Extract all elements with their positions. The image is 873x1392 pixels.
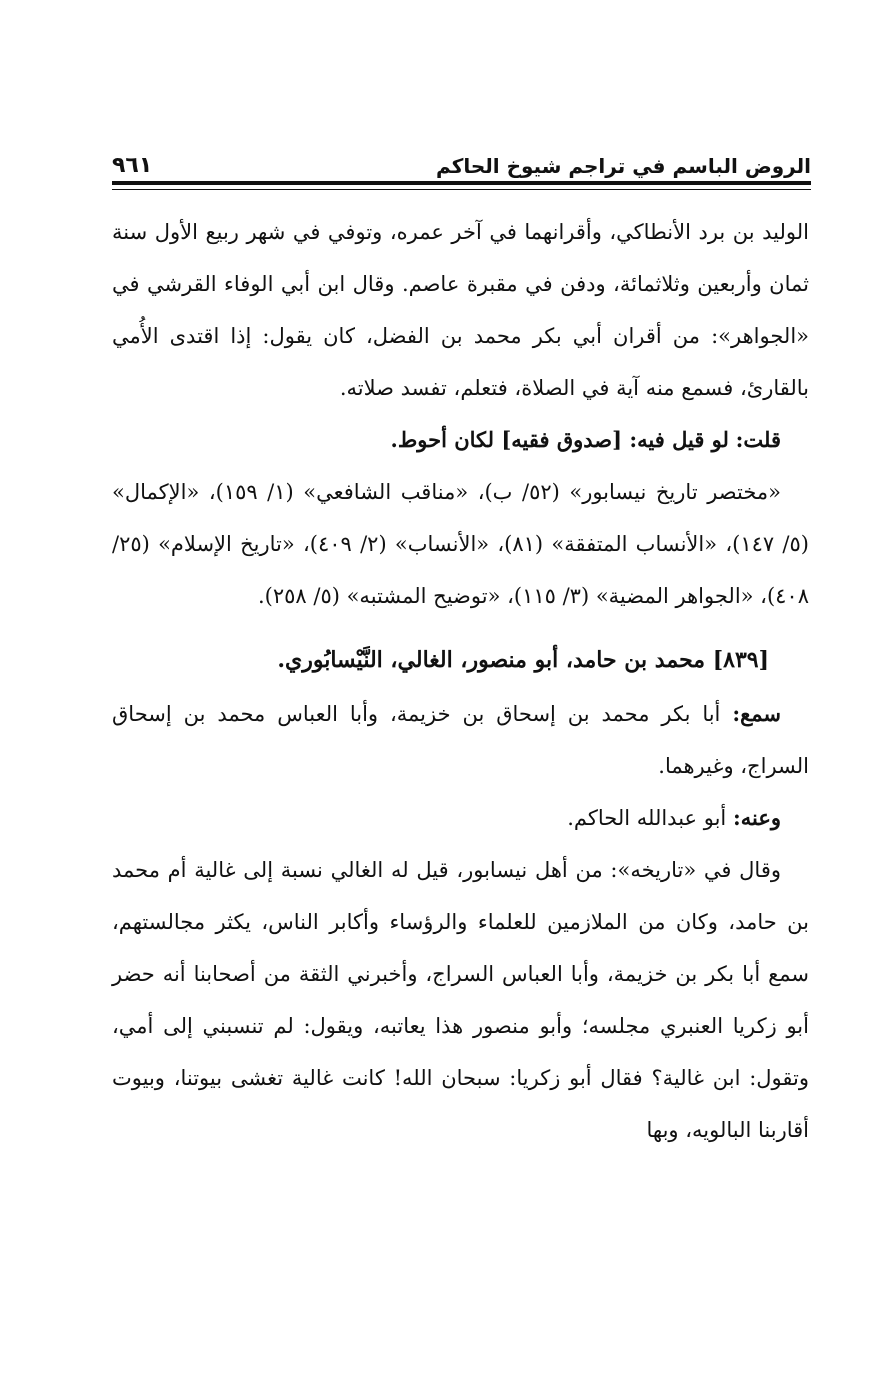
narrated-by: [112, 792, 809, 844]
editor-note-label: قلت:: [735, 427, 781, 452]
narrated-label: وعنه:: [732, 805, 781, 830]
header-rule-thin: [112, 189, 811, 190]
heard-from: [112, 688, 809, 792]
editor-note-text: لو قيل فيه: [صدوق فقيه] لكان أحوط.: [390, 427, 729, 452]
paragraph-continuation: الوليد بن برد الأنطاكي، وأقرانهما في آخر عمره، وتوفي في شهر ربيع الأول سنة ثمان وأربعين وثلاثمائة، ودفن في مقبرة عاصم. وقال ابن أبي الوفاء القرشي في «الجواهر»: من أقران أبي بكر محمد بن الفضل، كان يقول: إذا اقتدى الأُمي بالقارئ، فسمع منه آية في الصلاة، فتعلم، تفسد صلاته.: [112, 220, 809, 400]
page-number: ٩٦١: [112, 153, 153, 178]
page-body: [112, 206, 809, 1156]
running-title: الروض الباسم في تراجم شيوخ الحاكم: [436, 154, 811, 178]
narrated-text: أبو عبدالله الحاكم.: [567, 806, 727, 830]
heard-label: سمع:: [732, 701, 781, 726]
header-rule-thick: [112, 181, 811, 185]
heard-text: أبا بكر محمد بن إسحاق بن خزيمة، وأبا العباس محمد بن إسحاق السراج، وغيرهما.: [112, 702, 809, 778]
page-header: [112, 138, 811, 178]
biography-paragraph: وقال في «تاريخه»: من أهل نيسابور، قيل له الغالي نسبة إلى غالية أم محمد بن حامد، وكان من الملازمين للعلماء والرؤساء وأكابر الناس، يكثر مجالستهم، سمع أبا بكر بن خزيمة، وأبا العباس السراج، وأخبرني الثقة من أصحابنا أنه حضر أبو زكريا العنبري مجلسه؛ وأبو منصور هذا يعاتبه، ويقول: لم تنسبني إلى أمي، وتقول: ابن غالية؟ فقال أبو زكريا: سبحان الله! كانت غالية تغشى بيوتنا، وبيوت أقاربنا البالويه، وبها: [112, 858, 809, 1142]
editor-note: [112, 414, 809, 466]
entry-heading: [٨٣٩] محمد بن حامد، أبو منصور، الغالي، النَّيْسابُوري.: [277, 647, 769, 673]
sources-list: «مختصر تاريخ نيسابور» (٥٢/ ب)، «مناقب الشافعي» (١/ ١٥٩)، «الإكمال» (٥/ ١٤٧)، «الأنساب المتفقة» (٨١)، «الأنساب» (٢/ ٤٠٩)، «تاريخ الإسلام» (٢٥/ ٤٠٨)، «الجواهر المضية» (٣/ ١١٥)، «توضيح المشتبه» (٥/ ٢٥٨).: [112, 480, 809, 608]
